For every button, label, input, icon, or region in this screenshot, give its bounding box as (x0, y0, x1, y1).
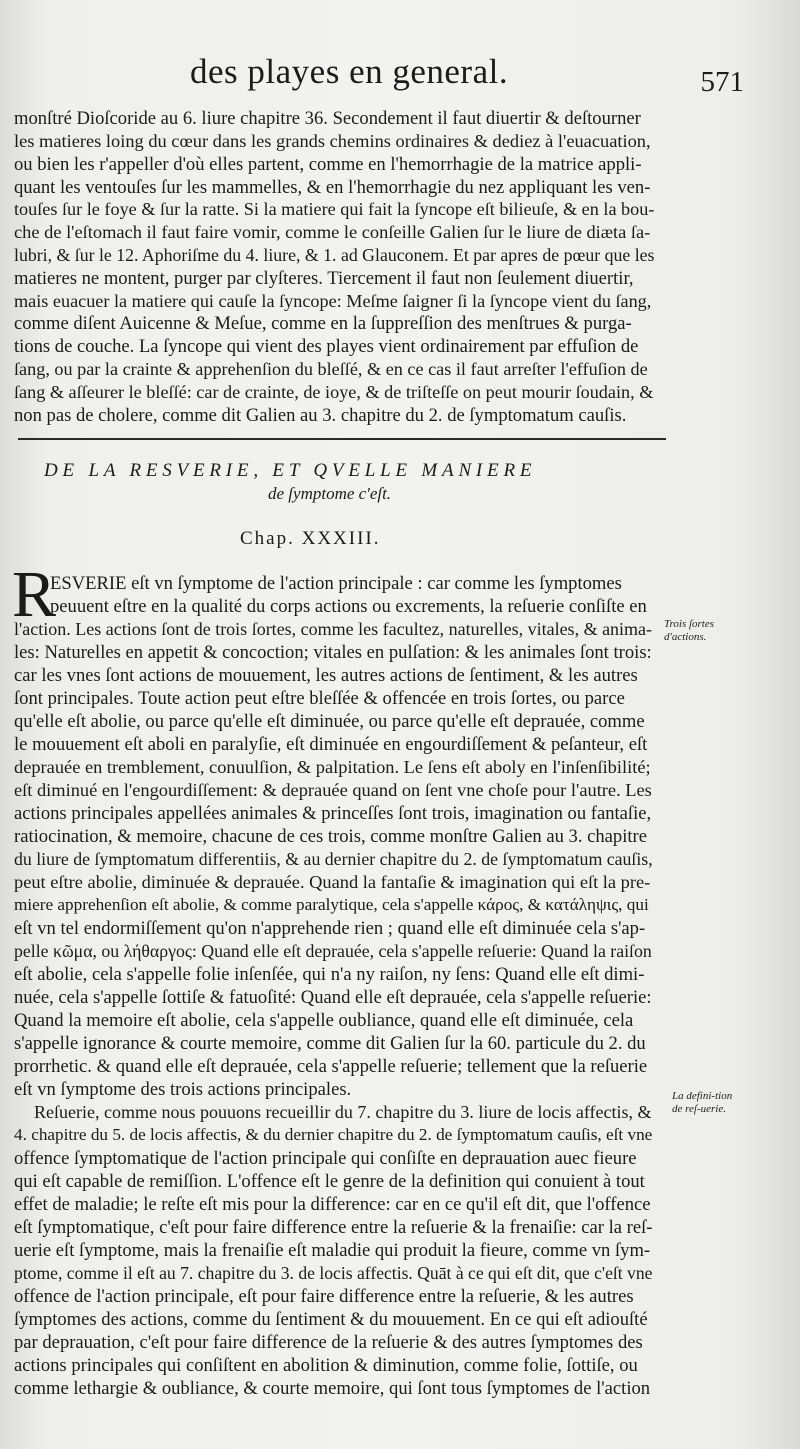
text-line: les matieres loing du cœur dans les grands chemins ordinaires & dediez à l'euacuation, (14, 131, 651, 151)
text-line: quant les ventouſes ſur les mammelles, & en l'hemorrhagie du nez appliquant les ven- (14, 177, 651, 198)
text-line: ſang & aſſeurer le bleſſé: car de crainte, de ioye, & de triſteſſe on peut mourir ſoudain, & (14, 382, 654, 402)
chapter-subtitle: de ſymptome c'eſt. (268, 484, 392, 503)
text-line: eſt vn tel endormiſſement qu'on n'apprehende rien ; quand elle eſt diminuée cela s'ap- (14, 918, 646, 939)
text-line: eſt vn ſymptome des trois actions principales. (14, 1079, 352, 1100)
text-line: lubri, & ſur le 12. Aphoriſme du 4. liure, & 1. ad Glauconem. Et par apres de pœur que les (14, 245, 655, 265)
text-line: ratiocination, & memoire, chacune de ces trois, comme monſtre Galien au 3. chapitre (14, 826, 647, 847)
text-line: ESVERIE eſt vn ſymptome de l'action principale : car comme les ſymptomes (50, 573, 622, 594)
text-line: par deprauation, c'eſt pour faire difference de la reſuerie & des autres ſymptomes des (14, 1332, 643, 1353)
text-line: deprauée en tremblement, conuulſion, & palpitation. Le ſens eſt aboly en l'inſenſibilité; (14, 757, 651, 777)
text-line: ou bien les r'appeller d'où elles partent, comme en l'hemorrhagie de la matrice appli- (14, 154, 642, 175)
chapter-title: DE LA RESVERIE, ET QVELLE MANIERE (44, 460, 537, 481)
text-line: Reſuerie, comme nous pouuons recueillir du 7. chapitre du 3. liure de locis affectis, & (34, 1102, 652, 1122)
text-line: Quand la memoire eſt abolie, cela s'appelle oubliance, quand elle eſt diminuée, cela (14, 1010, 634, 1031)
text-line: nuée, cela s'appelle ſottiſe & fatuoſité: Quand elle eſt deprauée, cela s'appelle reſuerie: (14, 987, 652, 1008)
text-line: 4. chapitre du 5. de locis affectis, & du dernier chapitre du 2. de ſymptomatum cauſis, eſt vne (14, 1125, 653, 1144)
text-line: monſtré Dioſcoride au 6. liure chapitre 36. Secondement il faut diuertir & deſtourner (14, 108, 641, 129)
text-line: comme diſent Auicenne & Meſue, comme en la ſuppreſſion des menſtrues & purga- (14, 313, 632, 334)
drop-cap: R (12, 558, 57, 631)
text-line: non pas de cholere, comme dit Galien au 3. chapitre du 2. de ſymptomatum cauſis. (14, 405, 627, 426)
text-line: eſt ſymptomatique, c'eſt pour faire difference entre la reſuerie & la frenaiſie: car la reſ- (14, 1217, 653, 1238)
text-line: effet de maladie; le reſte eſt mis pour la difference: car en ce qu'il eſt dit, que l'offence (14, 1194, 651, 1215)
text-line: tions de couche. La ſyncope qui vient des playes vient ordinairement par effuſion de (14, 336, 639, 357)
margin-note: Trois ſortes d'actions. (664, 618, 715, 643)
text-line: eſt abolie, cela s'appelle folie inſenſée, qui n'a ny raiſon, ny ſens: Quand elle eſt dimi- (14, 964, 645, 985)
text-line: pelle κῶμα, ou λήθαργος: Quand elle eſt deprauée, cela s'appelle reſuerie: Quand la raiſon (14, 941, 652, 961)
text-line: car les vnes ſont actions de mouuement, les autres actions de ſentiment, & les autres (14, 665, 638, 686)
text-line: l'action. Les actions ſont de trois ſortes, comme les facultez, naturelles, vitales, & anima- (14, 619, 653, 639)
page-number: 571 (700, 66, 744, 98)
text-line: les: Naturelles en appetit & concoction; vitales en pulſation: & les animales ſont trois: (14, 642, 652, 663)
section-rule (18, 438, 666, 440)
text-line: comme lethargie & oubliance, & courte memoire, qui ſont tous ſymptomes de l'action (14, 1378, 651, 1399)
text-line: eſt diminué en l'engourdiſſement: & deprauée quand on ſent vne choſe pour l'autre. Les (14, 780, 652, 800)
text-line: miere apprehenſion eſt abolie, & comme paralytique, cela s'appelle κάρος, & κατάληψις, qui (14, 895, 649, 914)
text-line: matieres ne montent, purger par clyſteres. Tiercement il faut non ſeulement diuertir, (14, 268, 634, 289)
text-line: ſymptomes des actions, comme du ſentiment & du mouuement. En ce qui eſt adiouſté (14, 1309, 648, 1330)
margin-note: La defini-tion de reſ-uerie. (672, 1090, 733, 1115)
text-line: le mouuement eſt aboli en paralyſie, eſt diminuée en engourdiſſement & peſanteur, eſt (14, 734, 648, 755)
text-line: ſont principales. Toute action peut eſtre bleſſée & offencée en trois ſortes, ou parce (14, 688, 625, 709)
text-line: ptome, comme il eſt au 7. chapitre du 3. de locis affectis. Quāt à ce qui eſt dit, que c'eſt vne (14, 1263, 653, 1283)
text-line: touſes ſur le foye & ſur la ratte. Si la matiere qui fait la ſyncope eſt bilieuſe, & en la bou- (14, 199, 655, 219)
running-head: des playes en general. (190, 52, 509, 91)
text-line: qui eſt capable de remiſſion. L'offence eſt le genre de la definition qui conuient à tout (14, 1171, 645, 1192)
text-line: peuuent eſtre en la qualité du corps actions ou excrements, la reſuerie conſiſte en (50, 596, 647, 617)
text-line: s'appelle ignorance & courte memoire, comme dit Galien ſur la 60. particule du 2. du (14, 1033, 646, 1054)
text-line: peut eſtre abolie, diminuée & deprauée. Quand la fantaſie & imagination qui eſt la pre- (14, 872, 651, 892)
text-line: uerie eſt ſymptome, mais la frenaiſie eſt maladie qui produit la fieure, comme vn ſym- (14, 1240, 651, 1261)
text-line: offence ſymptomatique de l'action principale qui conſiſte en deprauation auec fieure (14, 1148, 637, 1169)
chapter-number: Chap. XXXIII. (240, 528, 381, 549)
text-line: offence de l'action principale, eſt pour faire difference entre la reſuerie, & les autres (14, 1286, 634, 1307)
text-line: qu'elle eſt abolie, ou parce qu'elle eſt diminuée, ou parce qu'elle eſt deprauée, comme (14, 711, 645, 732)
text-line: actions principales appellées animales & princeſſes ſont trois, imagination ou fantaſie, (14, 803, 652, 824)
text-line: mais euacuer la matiere qui cauſe la ſyncope: Meſme ſaigner ſi la ſyncope vient du ſang, (14, 291, 652, 311)
text-line: actions principales qui conſiſtent en abolition & diminution, comme folie, ſottiſe, ou (14, 1355, 638, 1376)
text-line: prorrhetic. & quand elle eſt deprauée, cela s'appelle reſuerie; tellement que la reſuerie (14, 1056, 648, 1077)
text-line: du liure de ſymptomatum differentiis, & au dernier chapitre du 2. de ſymptomatum cauſis, (14, 849, 653, 869)
text-line: ſang, ou par la crainte & apprehenſion du bleſſé, & en ce cas il faut arreſter l'effuſion de (14, 359, 648, 379)
text-line: che de l'eſtomach il faut faire vomir, comme le conſeille Galien ſur le liure de diæta ſa- (14, 222, 651, 242)
